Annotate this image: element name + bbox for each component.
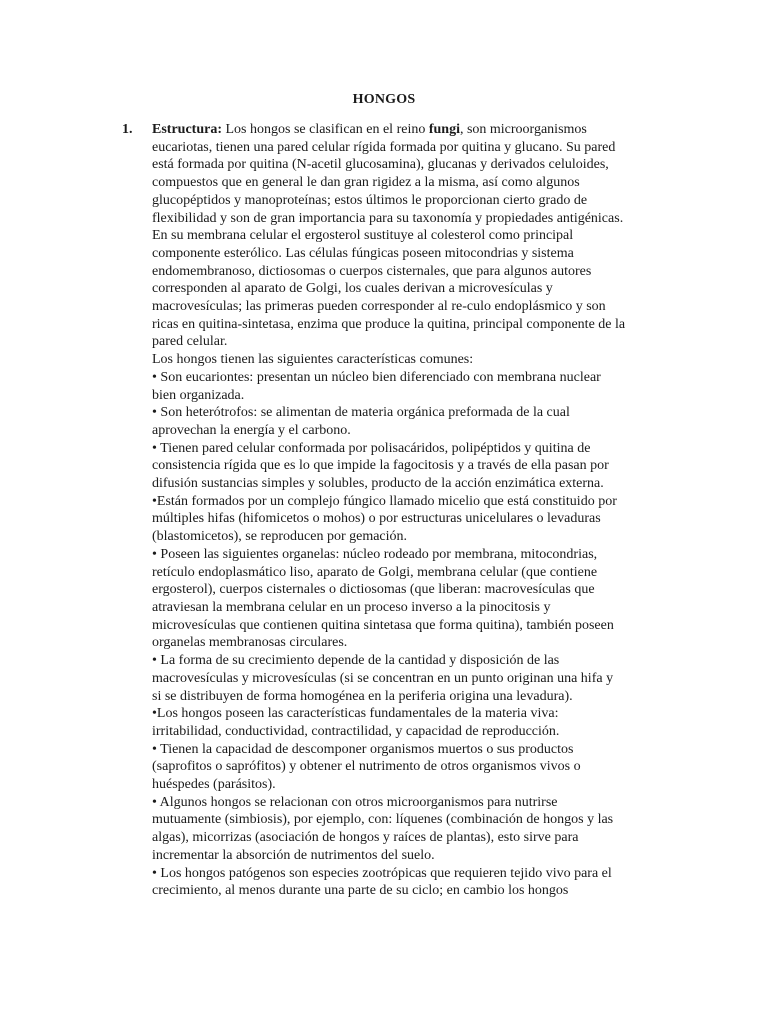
document-title: HONGOS [352, 92, 416, 107]
text-line: pared celular. [152, 334, 228, 350]
text-line: glucopéptidos y manoproteínas; estos últimos le proporcionan cierto grado de [152, 192, 588, 208]
text-line: difusión sustancias simples y solubles, producto de la acción enzimática externa. [152, 476, 604, 492]
section-heading: Estructura: [152, 122, 222, 137]
text-line: En su membrana celular el ergosterol sustituye al colesterol como principal [152, 228, 574, 244]
text-line: corresponden al aparato de Golgi, los cuales derivan a microvesículas y [152, 281, 553, 297]
text-line: flexibilidad y son de gran importancia para su taxonomía y propiedades antigénicas. [152, 210, 624, 226]
text-line: • Tienen la capacidad de descomponer organismos muertos o sus productos [152, 741, 574, 757]
paragraph-lines [152, 139, 666, 900]
text-line: crecimiento, al menos durante una parte de su ciclo; en cambio los hongos [152, 883, 569, 899]
section-first-line [152, 121, 666, 139]
text-line: mutuamente (simbiosis), por ejemplo, con: líquenes (combinación de hongos y las [152, 812, 614, 828]
text-line: si se distribuyen de forma homogénea en la periferia origina una levadura). [152, 688, 573, 704]
text-line: incrementar la absorción de nutrimentos del suelo. [152, 847, 435, 863]
text-line: irritabilidad, conductividad, contractilidad, y capacidad de reproducción. [152, 723, 560, 739]
intro-text-end: , son microorganismos [459, 122, 587, 137]
text-line: organelas membranosas circulares. [152, 635, 348, 651]
text-line: macrovesículas; las primeras pueden corresponder al re-culo endoplásmico y son [152, 299, 606, 315]
text-line: retículo endoplasmático liso, aparato de Golgi, membrana celular (que contiene [152, 564, 598, 580]
text-line: ricas en quitina-sintetasa, enzima que produce la quitina, principal componente de la [152, 316, 626, 332]
text-line: bien organizada. [152, 387, 245, 403]
text-line: • La forma de su crecimiento depende de la cantidad y disposición de las [152, 653, 560, 669]
section-number: 1. [122, 122, 133, 137]
text-line: consistencia rígida que es lo que impide la fagocitosis y a través de ella pasan por [152, 458, 609, 474]
text-line: •Los hongos poseen las características fundamentales de la materia viva: [152, 706, 559, 722]
text-line: endomembranoso, dictiosomas o cuerpos cisternales, que para algunos autores [152, 263, 592, 279]
section-body [152, 121, 666, 900]
text-line: atraviesan la membrana celular en un proceso inverso a la pinocitosis y [152, 599, 551, 615]
text-line: compuestos que en general le dan gran rigidez a la misma, así como algunos [152, 175, 580, 191]
text-line: aprovechan la energía y el carbono. [152, 422, 351, 438]
text-line: macrovesículas y microvesículas (si se concentran en un punto originan una hifa y [152, 670, 614, 686]
text-line: componente esterólico. Las células fúngicas poseen mitocondrias y sistema [152, 245, 574, 261]
text-line: múltiples hifas (hifomicetos o mohos) o por estructuras unicelulares o levaduras [152, 511, 601, 527]
text-line: •Están formados por un complejo fúngico llamado micelio que está constituido por [152, 493, 617, 509]
text-line: (blastomicetos), se reproducen por gemación. [152, 529, 408, 545]
text-line: microvesículas que contienen quitina sintetasa que forma quitina), también poseen [152, 617, 614, 633]
text-line: huéspedes (parásitos). [152, 777, 276, 793]
text-line: • Algunos hongos se relacionan con otros microorganismos para nutrirse [152, 794, 558, 810]
text-line: • Son heterótrofos: se alimentan de materia orgánica preformada de la cual [152, 405, 570, 421]
text-line: ergosterol), cuerpos cisternales o dictiosomas (que liberan: macrovesículas que [152, 582, 595, 598]
text-line: • Son eucariontes: presentan un núcleo bien diferenciado con membrana nuclear [152, 369, 601, 385]
text-line: (saprofitos o saprófitos) y obtener el nutrimento de otros organismos vivos o [152, 759, 581, 775]
text-line: Los hongos tienen las siguientes características comunes: [152, 352, 474, 368]
text-line: está formada por quitina (N-acetil glucosamina), glucanas y derivados celuloides, [152, 157, 609, 173]
reino-name: fungi [428, 122, 460, 137]
text-line: • Tienen pared celular conformada por polisacáridos, polipéptidos y quitina de [152, 440, 591, 456]
text-line: • Los hongos patógenos son especies zootrópicas que requieren tejido vivo para el [152, 865, 612, 881]
intro-text: Los hongos se clasifican en el reino [225, 122, 426, 137]
text-line: • Poseen las siguientes organelas: núcleo rodeado por membrana, mitocondrias, [152, 546, 598, 562]
text-line: algas), micorrizas (asociación de hongos y raíces de plantas), esto sirve para [152, 830, 579, 846]
text-line: eucariotas, tienen una pared celular rígida formada por quitina y glucano. Su pared [152, 139, 616, 155]
